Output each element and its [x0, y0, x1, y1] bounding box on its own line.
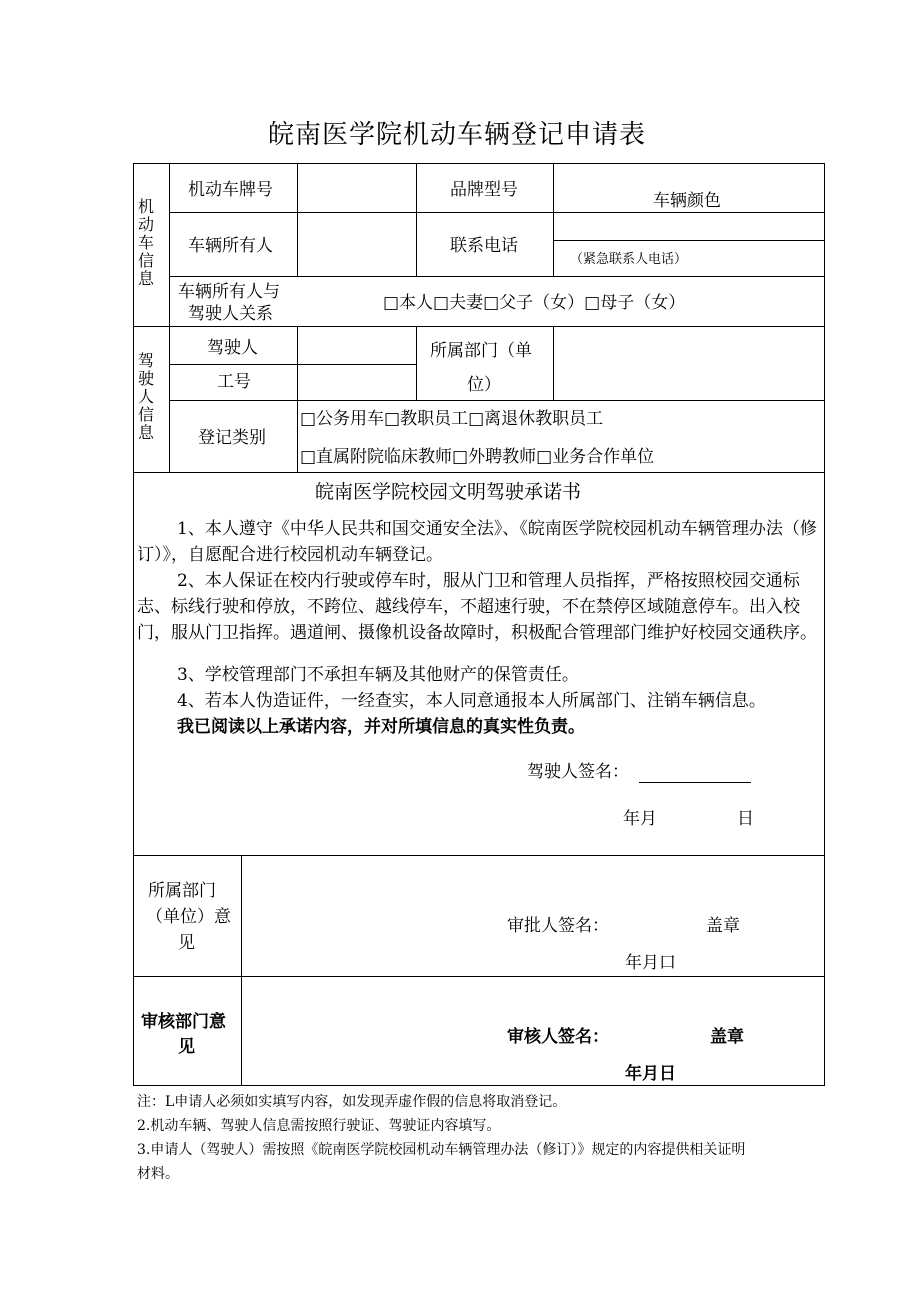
- review-seal-label: 盖章: [710, 1027, 744, 1047]
- dept-label-line1: 所属部门（单: [430, 341, 532, 361]
- dept-opinion-date: 年月口: [625, 953, 676, 973]
- review-opinion-label-2: 见: [178, 1037, 195, 1057]
- plate-field[interactable]: [298, 164, 416, 212]
- pledge-date-d: 日: [737, 809, 754, 829]
- note-3-line1: 3.申请人（驾驶人）需按照《皖南医学院校园机动车辆管理办法（修订）》规定的内容提供相关证明: [137, 1142, 746, 1158]
- brand-label: 品牌型号: [450, 180, 518, 200]
- phone-label: 联系电话: [450, 236, 518, 256]
- driver-signature-line[interactable]: [639, 766, 751, 783]
- category-label: 登记类别: [198, 428, 266, 448]
- owner-field[interactable]: [298, 213, 416, 276]
- relation-label-line1: 车辆所有人与: [178, 282, 280, 302]
- pledge-item-3: 3、学校管理部门不承担车辆及其他财产的保管责任。: [177, 665, 579, 685]
- dept-opinion-label-3: 见: [178, 933, 195, 953]
- dept-opinion-label-1: 所属部门: [148, 881, 216, 901]
- vehicle-section-label: 机动车信息: [137, 197, 154, 288]
- dept-label-line2: 位）: [467, 375, 501, 395]
- emergency-phone-hint: （紧急联系人电话）: [570, 252, 688, 267]
- driver-section-label: 驾驶人信息: [137, 351, 154, 442]
- pledge-date-ym: 年月: [623, 809, 657, 829]
- relation-label-line2: 驾驶人关系: [188, 304, 273, 324]
- category-options-line2[interactable]: □直属附院临床教师□外聘教师□业务合作单位: [300, 447, 655, 467]
- pledge-item-4: 4、若本人伪造证件，一经查实，本人同意通报本人所属部门、注销车辆信息。: [177, 691, 766, 711]
- note-3-line2: 材料。: [137, 1166, 179, 1182]
- driver-signature-label: 驾驶人签名：: [527, 762, 629, 782]
- pledge-item-1: 1、本人遵守《中华人民共和国交通安全法》、《皖南医学院校园机动车辆管理办法（修订）》，自愿配合进行校园机动车辆登记。: [137, 519, 817, 565]
- relation-options[interactable]: □本人□夫妻□父子（女）□母子（女）: [383, 293, 686, 313]
- employee-id-field[interactable]: [298, 365, 416, 400]
- color-field[interactable]: [554, 213, 824, 240]
- dept-opinion-label-2: （单位）意: [146, 907, 231, 927]
- review-opinion-date: 年月日: [625, 1064, 676, 1084]
- pledge-confirm: 我已阅读以上承诺内容，并对所填信息的真实性负责。: [177, 717, 585, 737]
- note-2: 2.机动车辆、驾驶人信息需按照行驶证、驾驶证内容填写。: [137, 1118, 501, 1134]
- review-opinion-label-1: 审核部门意: [141, 1012, 226, 1032]
- dept-field[interactable]: [554, 327, 824, 400]
- approver-signature-label: 审批人签名：: [507, 916, 609, 936]
- driver-name-field[interactable]: [298, 327, 416, 364]
- note-1: 注：L申请人必须如实填写内容，如发现弄虚作假的信息将取消登记。: [137, 1094, 567, 1110]
- owner-label: 车辆所有人: [188, 236, 273, 256]
- page-title: 皖南医学院机动车辆登记申请表: [268, 120, 647, 150]
- plate-label: 机动车牌号: [188, 180, 273, 200]
- category-options-line1[interactable]: □公务用车□教职员工□离退休教职员工: [300, 409, 604, 429]
- pledge-title: 皖南医学院校园文明驾驶承诺书: [315, 481, 582, 503]
- pledge-item-2: 2、本人保证在校内行驶或停车时，服从门卫和管理人员指挥，严格按照校园交通标志、标线行驶和停放，不跨位、越线停车，不超速行驶，不在禁停区域随意停车。出入校门，服从门卫指挥。遇道闸、摄像机设备故障时，积极配合管理部门维护好校园交通秩序。: [137, 571, 817, 643]
- color-label: 车辆颜色: [653, 191, 721, 211]
- driver-signature[interactable]: [527, 761, 751, 783]
- driver-label: 驾驶人: [207, 338, 258, 358]
- dept-seal-label: 盖章: [706, 916, 740, 936]
- employee-id-label: 工号: [217, 372, 251, 392]
- reviewer-signature-label: 审核人签名：: [507, 1027, 609, 1047]
